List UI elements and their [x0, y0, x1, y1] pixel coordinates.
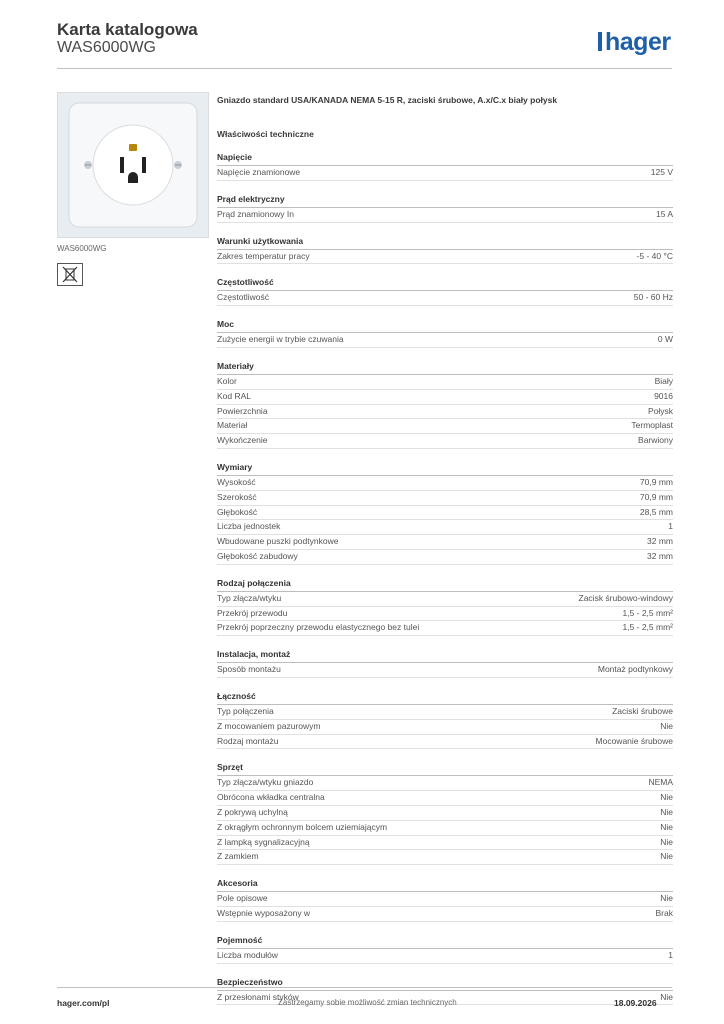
spec-value: Nie [660, 851, 673, 862]
spec-row [217, 592, 673, 607]
header-divider [57, 68, 672, 69]
spec-row [217, 166, 673, 181]
spec-value: Nie [660, 792, 673, 803]
spec-label: Typ złącza/wtyku [217, 592, 282, 603]
spec-row [217, 535, 673, 550]
spec-value: Nie [660, 836, 673, 847]
spec-group-title: Akcesoria [217, 878, 673, 892]
spec-value: Zaciski śrubowe [612, 705, 673, 716]
spec-label: Przekrój przewodu [217, 607, 288, 618]
spec-row [217, 208, 673, 223]
spec-label: Wykończenie [217, 435, 268, 446]
footer-divider [57, 987, 672, 988]
spec-row [217, 836, 673, 851]
spec-group [217, 361, 673, 449]
spec-group [217, 277, 673, 306]
document-title: Karta katalogowa [57, 20, 198, 39]
spec-label: Częstotliwość [217, 292, 269, 303]
spec-row [217, 520, 673, 535]
image-caption: WAS6000WG [57, 244, 107, 253]
spec-value: 1,5 - 2,5 mm² [622, 607, 673, 618]
spec-label: Kod RAL [217, 390, 252, 401]
spec-row [217, 476, 673, 491]
footer-website: hager.com/pl [57, 998, 110, 1008]
spec-value: 70,9 mm [639, 476, 673, 487]
spec-group-title: Pojemność [217, 935, 673, 949]
spec-row [217, 333, 673, 348]
spec-label: Rodzaj montażu [217, 735, 279, 746]
spec-value: 70,9 mm [639, 491, 673, 502]
spec-group [217, 319, 673, 348]
logo-text: hager [605, 28, 671, 56]
spec-label: Głębokość [217, 506, 258, 517]
spec-value: 50 - 60 Hz [633, 292, 673, 303]
spec-row [217, 607, 673, 622]
spec-row [217, 791, 673, 806]
spec-value: NEMA [648, 777, 673, 788]
product-code: WAS6000WG [57, 39, 156, 56]
spec-group [217, 236, 673, 265]
spec-row [217, 735, 673, 750]
spec-group [217, 194, 673, 223]
spec-value: 28,5 mm [639, 506, 673, 517]
spec-value: 1 [668, 521, 673, 532]
spec-value: Mocowanie śrubowe [595, 735, 673, 746]
spec-label: Powierzchnia [217, 405, 268, 416]
spec-label: Zużycie energii w trybie czuwania [217, 334, 344, 345]
spec-group [217, 578, 673, 636]
spec-group-title: Bezpieczeństwo [217, 977, 673, 991]
spec-row [217, 907, 673, 922]
spec-value: -5 - 40 °C [636, 250, 673, 261]
spec-group [217, 462, 673, 565]
spec-row [217, 491, 673, 506]
spec-value: Nie [660, 821, 673, 832]
spec-row [217, 419, 673, 434]
spec-value: 1 [668, 949, 673, 960]
spec-value: Zacisk śrubowo-windowy [578, 592, 673, 603]
spec-row [217, 821, 673, 836]
spec-label: Szerokość [217, 491, 257, 502]
spec-value: Biały [654, 375, 673, 386]
spec-value: 32 mm [647, 536, 673, 547]
product-title: Gniazdo standard USA/KANADA NEMA 5-15 R, zaciski śrubowe, A.x/C.x biały połysk [217, 95, 558, 105]
spec-label: Z okrągłym ochronnym bolcem uziemiającym [217, 821, 388, 832]
spec-row [217, 291, 673, 306]
spec-content [217, 95, 673, 1005]
spec-label: Przekrój poprzeczny przewodu elastycznego bez tulei [217, 622, 420, 633]
recycle-bin-crossed-icon [57, 263, 83, 286]
spec-row [217, 663, 673, 678]
spec-row [217, 850, 673, 865]
spec-group-title: Łączność [217, 691, 673, 705]
spec-groups [217, 152, 673, 1005]
spec-label: Pole opisowe [217, 893, 268, 904]
spec-label: Typ połączenia [217, 705, 274, 716]
spec-row [217, 806, 673, 821]
spec-label: Sposób montażu [217, 664, 281, 675]
spec-group-title: Wymiary [217, 462, 673, 476]
spec-label: Napięcie znamionowe [217, 167, 301, 177]
spec-value: Barwiony [638, 435, 673, 446]
spec-row [217, 776, 673, 791]
spec-label: Wbudowane puszki podtynkowe [217, 536, 339, 547]
spec-row [217, 892, 673, 907]
spec-label: Liczba jednostek [217, 521, 281, 532]
spec-row [217, 375, 673, 390]
spec-value: 15 A [655, 208, 673, 219]
socket-illustration [58, 93, 208, 237]
spec-label: Z mocowaniem pazurowym [217, 720, 321, 731]
spec-value: 125 V [650, 167, 673, 177]
spec-row [217, 434, 673, 449]
spec-label: Zakres temperatur pracy [217, 250, 310, 261]
spec-value: Montaż podtynkowy [597, 664, 673, 675]
spec-group [217, 152, 673, 181]
spec-value: 9016 [654, 390, 673, 401]
spec-group [217, 649, 673, 678]
spec-group-title: Sprzęt [217, 762, 673, 776]
spec-group-title: Prąd elektryczny [217, 194, 673, 208]
spec-label: Głębokość zabudowy [217, 550, 298, 561]
spec-label: Z pokrywą uchylną [217, 806, 288, 817]
spec-row [217, 705, 673, 720]
spec-group-title: Częstotliwość [217, 277, 673, 291]
spec-row [217, 405, 673, 420]
spec-group-title: Instalacja, montaż [217, 649, 673, 663]
product-image [57, 92, 209, 238]
spec-value: 0 W [657, 334, 673, 345]
spec-group-title: Moc [217, 319, 673, 333]
hager-logo [598, 28, 671, 56]
spec-row [217, 621, 673, 636]
spec-label: Materiał [217, 420, 248, 431]
spec-row [217, 390, 673, 405]
spec-label: Kolor [217, 375, 237, 386]
spec-group-title: Materiały [217, 361, 673, 375]
spec-label: Z przesłonami styków [217, 991, 299, 1002]
spec-label: Typ złącza/wtyku gniazdo [217, 777, 314, 788]
spec-row [217, 250, 673, 265]
spec-label: Wysokość [217, 476, 256, 487]
logo-bar-icon [598, 32, 602, 51]
spec-value: 1,5 - 2,5 mm² [622, 622, 673, 633]
spec-label: Wstępnie wyposażony w [217, 907, 311, 918]
spec-group-title: Rodzaj połączenia [217, 578, 673, 592]
spec-value: Nie [660, 893, 673, 904]
spec-group [217, 691, 673, 749]
spec-row [217, 949, 673, 964]
spec-group-title: Napięcie [217, 152, 673, 166]
spec-group [217, 935, 673, 964]
spec-value: Brak [655, 907, 673, 918]
spec-group-title: Warunki użytkowania [217, 236, 673, 250]
spec-label: Obrócona wkładka centralna [217, 792, 325, 803]
spec-row [217, 506, 673, 521]
spec-label: Prąd znamionowy In [217, 208, 295, 219]
spec-value: Nie [660, 806, 673, 817]
spec-value: Połysk [647, 405, 673, 416]
spec-value: Nie [660, 991, 673, 1002]
section-title: Właściwości techniczne [217, 129, 314, 139]
spec-row [217, 720, 673, 735]
spec-label: Liczba modułów [217, 949, 278, 960]
footer-date: 18.09.2026 [614, 998, 657, 1008]
footer-disclaimer: Zastrzegamy sobie możliwość zmian technicznych [278, 998, 457, 1007]
spec-value: Termoplast [631, 420, 673, 431]
spec-value: Nie [660, 720, 673, 731]
spec-group [217, 762, 673, 865]
spec-label: Z lampką sygnalizacyjną [217, 836, 310, 847]
spec-row [217, 550, 673, 565]
spec-label: Z zamkiem [217, 851, 259, 862]
spec-value: 32 mm [647, 550, 673, 561]
spec-group [217, 878, 673, 922]
